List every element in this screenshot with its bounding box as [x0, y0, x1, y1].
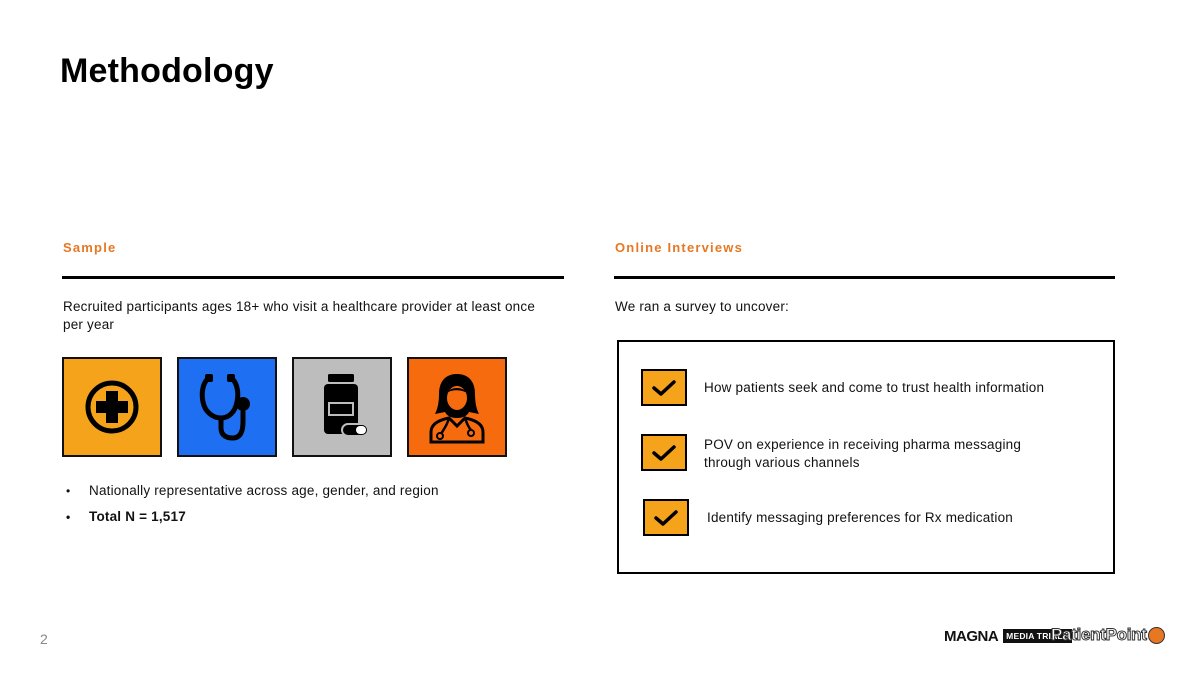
- doctor-icon: [425, 370, 489, 444]
- sample-divider: [62, 276, 564, 279]
- patientpoint-dot-icon: [1148, 627, 1165, 644]
- check-box-1: [641, 369, 687, 406]
- survey-topic-3: Identify messaging preferences for Rx medication: [707, 510, 1013, 525]
- page-title: Methodology: [60, 52, 274, 90]
- check-box-3: [643, 499, 689, 536]
- online-interviews-divider: [614, 276, 1115, 279]
- survey-topic-1: How patients seek and come to trust health information: [704, 380, 1045, 395]
- checkmark-icon: [651, 444, 677, 462]
- page-number: 2: [40, 631, 48, 647]
- sample-heading: Sample: [63, 240, 117, 255]
- stethoscope-icon: [197, 372, 257, 442]
- tile-medical-cross: [62, 357, 162, 457]
- patientpoint-logo: [1051, 623, 1165, 647]
- tile-stethoscope: [177, 357, 277, 457]
- survey-topic-2: POV on experience in receiving pharma messaging through various channels: [704, 437, 1022, 470]
- checkmark-icon: [653, 509, 679, 527]
- sample-bullet-list: [66, 482, 439, 534]
- check-box-2: [641, 434, 687, 471]
- bullet-text: Nationally representative across age, gender, and region: [89, 483, 439, 498]
- patientpoint-wordmark: PatientPoint: [1051, 625, 1147, 644]
- bullet-item: • Total N = 1,517: [66, 509, 186, 524]
- bullet-item: • Nationally representative across age, gender, and region: [66, 483, 439, 498]
- tile-pill-bottle: [292, 357, 392, 457]
- media-trials-badge: MEDIA TRIALS: [1003, 629, 1072, 643]
- magna-wordmark: MAGNA: [944, 627, 999, 645]
- tile-doctor: [407, 357, 507, 457]
- pill-bottle-icon: [312, 372, 372, 442]
- checkmark-icon: [651, 379, 677, 397]
- sample-description: Recruited participants ages 18+ who visit a healthcare provider at least once per year: [63, 299, 536, 332]
- online-interviews-heading: Online Interviews: [615, 240, 744, 255]
- medical-cross-icon: [82, 377, 142, 437]
- online-intro: We ran a survey to uncover:: [615, 299, 789, 314]
- bullet-text-total: Total N = 1,517: [89, 509, 186, 524]
